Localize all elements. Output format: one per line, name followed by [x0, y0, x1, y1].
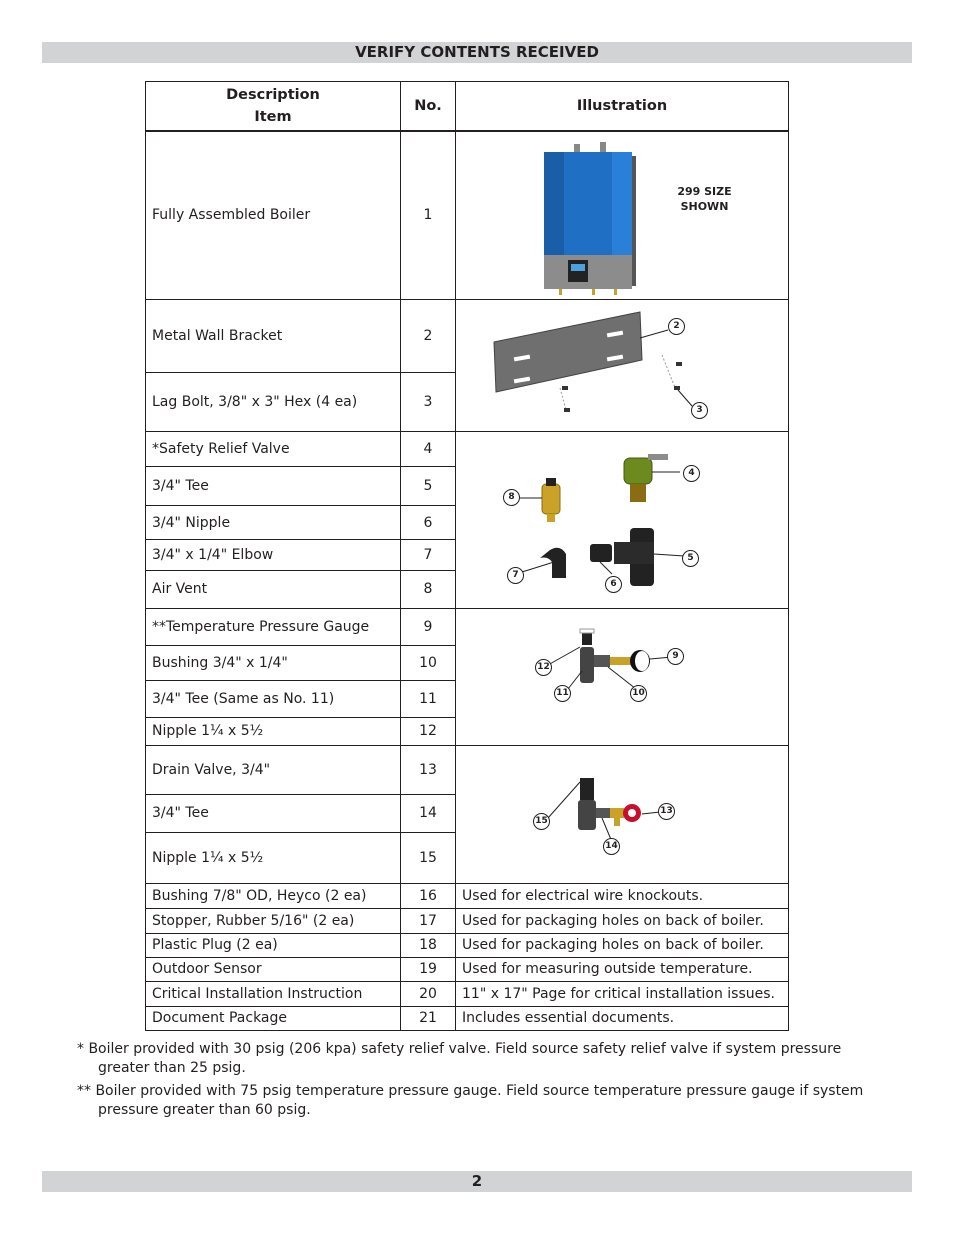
header-description-line2: Item: [254, 108, 292, 125]
valve-illustration: [456, 431, 789, 608]
callout-10: 10: [630, 685, 647, 702]
callout-6: 6: [605, 576, 622, 593]
item-number: 1: [401, 131, 456, 300]
item-number: 2: [401, 299, 456, 373]
item-number: 6: [401, 505, 456, 539]
item-note: Used for measuring outside temperature.: [456, 957, 789, 981]
table-row: [146, 883, 789, 908]
item-number: 14: [401, 794, 456, 832]
item-number: 7: [401, 540, 456, 571]
item-number: 12: [401, 717, 456, 745]
callout-13: 13: [658, 803, 675, 820]
item-note: 11" x 17" Page for critical installation issues.: [456, 981, 789, 1006]
item-description: Fully Assembled Boiler: [146, 131, 401, 300]
item-number: 16: [401, 883, 456, 908]
item-description: Plastic Plug (2 ea): [146, 933, 401, 957]
item-description: 3/4" Nipple: [146, 505, 401, 539]
table-row: [146, 908, 789, 933]
item-number: 3: [401, 373, 456, 431]
item-description: 3/4" Tee: [146, 794, 401, 832]
callout-9: 9: [667, 648, 684, 665]
callout-11: 11: [554, 685, 571, 702]
table-row: [146, 933, 789, 957]
item-note: Includes essential documents.: [456, 1006, 789, 1030]
callout-2: 2: [668, 318, 685, 335]
item-description: Nipple 1¼ x 5½: [146, 717, 401, 745]
callout-14: 14: [603, 838, 620, 855]
callout-3: 3: [691, 402, 708, 419]
item-description: Nipple 1¼ x 5½: [146, 833, 401, 883]
table-row: [146, 299, 789, 373]
section-title: VERIFY CONTENTS RECEIVED: [42, 42, 912, 63]
callout-8: 8: [503, 489, 520, 506]
item-description: 3/4" Tee: [146, 466, 401, 505]
item-description: Air Vent: [146, 571, 401, 608]
gauge-illustration: [456, 608, 789, 745]
item-number: 19: [401, 957, 456, 981]
table-header-row: [146, 82, 789, 131]
bracket-illustration: [456, 299, 789, 431]
item-description: Stopper, Rubber 5/16" (2 ea): [146, 908, 401, 933]
header-no: No.: [401, 82, 456, 131]
item-number: 13: [401, 745, 456, 794]
table-row: [146, 1006, 789, 1030]
table-row: [146, 131, 789, 300]
item-number: 5: [401, 466, 456, 505]
header-illustration: Illustration: [456, 82, 789, 131]
item-description: *Safety Relief Valve: [146, 431, 401, 466]
item-number: 17: [401, 908, 456, 933]
item-note: Used for packaging holes on back of boiler.: [456, 933, 789, 957]
item-number: 10: [401, 645, 456, 680]
header-description-line1: Description: [226, 86, 320, 103]
footnote-pressure-gauge: ** Boiler provided with 75 psig temperature pressure gauge. Field source temperature pressure gauge if system pressure greater than 60 psig.: [77, 1083, 864, 1118]
callout-7: 7: [507, 567, 524, 584]
boiler-illustration: [456, 131, 789, 300]
item-description: Metal Wall Bracket: [146, 299, 401, 373]
item-number: 9: [401, 608, 456, 645]
contents-table: [145, 81, 789, 1031]
item-description: Bushing 3/4" x 1/4": [146, 645, 401, 680]
page-number: 2: [42, 1171, 912, 1192]
item-number: 11: [401, 680, 456, 717]
item-number: 21: [401, 1006, 456, 1030]
item-description: Drain Valve, 3/4": [146, 745, 401, 794]
size-note-line2: SHOWN: [680, 199, 729, 213]
item-number: 4: [401, 431, 456, 466]
item-description: Outdoor Sensor: [146, 957, 401, 981]
item-number: 20: [401, 981, 456, 1006]
header-description: [146, 82, 401, 131]
item-description: Document Package: [146, 1006, 401, 1030]
drain-illustration: [456, 745, 789, 883]
item-description: Critical Installation Instruction: [146, 981, 401, 1006]
item-description: 3/4" x 1/4" Elbow: [146, 540, 401, 571]
drain-image: [462, 746, 795, 883]
callout-4: 4: [683, 465, 700, 482]
footnotes: [77, 1040, 887, 1124]
table-row: [146, 431, 789, 466]
table-row: [146, 745, 789, 794]
size-note: [667, 184, 742, 214]
callout-5: 5: [682, 550, 699, 567]
size-note-line1: 299 SIZE: [677, 184, 732, 198]
item-description: Bushing 7/8" OD, Heyco (2 ea): [146, 883, 401, 908]
item-number: 8: [401, 571, 456, 608]
callout-12: 12: [535, 659, 552, 676]
table-row: [146, 957, 789, 981]
item-description: Lag Bolt, 3/8" x 3" Hex (4 ea): [146, 373, 401, 431]
item-description: 3/4" Tee (Same as No. 11): [146, 680, 401, 717]
footnote-relief-valve: * Boiler provided with 30 psig (206 kpa) safety relief valve. Field source safety relief valve if system pressure greater than 25 psig.: [77, 1041, 842, 1076]
boiler-image: [462, 132, 795, 299]
item-description: **Temperature Pressure Gauge: [146, 608, 401, 645]
table-row: [146, 608, 789, 645]
item-note: Used for electrical wire knockouts.: [456, 883, 789, 908]
callout-15: 15: [533, 813, 550, 830]
bracket-image: [462, 300, 795, 431]
table-row: [146, 981, 789, 1006]
item-number: 18: [401, 933, 456, 957]
gauge-image: [462, 609, 795, 745]
item-number: 15: [401, 833, 456, 883]
item-note: Used for packaging holes on back of boiler.: [456, 908, 789, 933]
